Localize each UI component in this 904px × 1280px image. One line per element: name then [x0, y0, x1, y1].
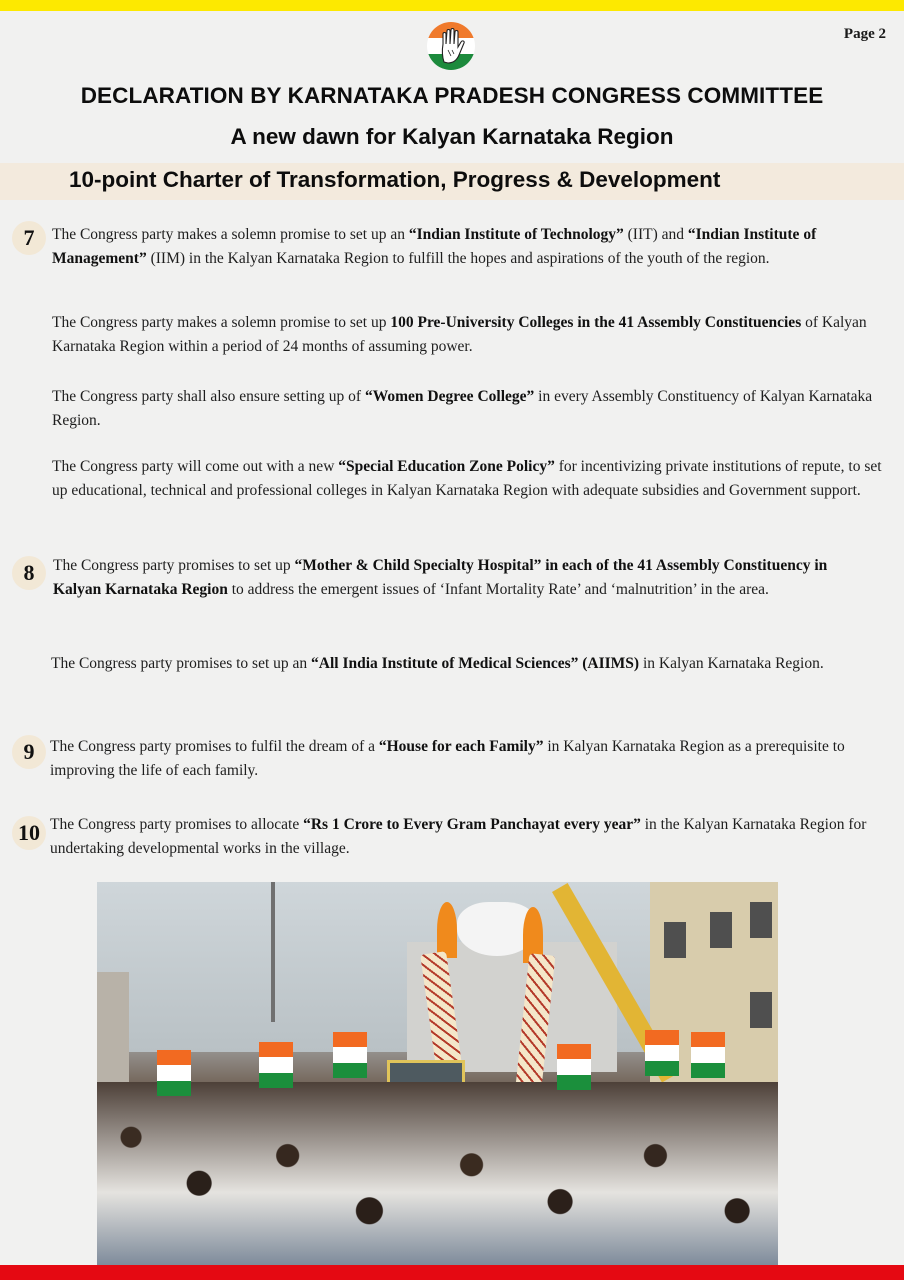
point-number-badge: 8: [12, 556, 46, 590]
text-run: to address the emergent issues of ‘Infant Mortality Rate’ and ‘malnutrition’ in the area.: [227, 581, 769, 598]
charter-title: 10-point Charter of Transformation, Progress & Development: [69, 167, 721, 192]
point-number-badge: 7: [12, 221, 46, 255]
bold-phrase: “House for each Family”: [378, 738, 544, 755]
point-10-paragraph-1: [50, 813, 895, 861]
text-run: in Kalyan Karnataka Region.: [639, 655, 824, 672]
bold-phrase: “Special Education Zone Policy”: [338, 458, 555, 475]
text-run: (IIT) and: [623, 226, 688, 243]
text-run: in every Assembly Constituency of Kalyan Karnataka Region.: [52, 388, 873, 429]
text-run: The Congress party promises to set up an: [51, 655, 312, 672]
text-run: The Congress party promises to allocate: [50, 816, 304, 833]
bold-phrase: 100 Pre-University Colleges in the 41 Assembly Constituencies: [390, 314, 802, 331]
top-border: [0, 0, 904, 11]
text-run: The Congress party will come out with a new: [52, 458, 339, 475]
rally-crowd-photo: [97, 882, 778, 1266]
bottom-border: [0, 1265, 904, 1280]
point-8-paragraph-1: [53, 554, 853, 602]
point-7-paragraph-1: [52, 223, 892, 271]
point-7-paragraph-2: [52, 311, 882, 359]
text-run: The Congress party promises to set up: [53, 557, 295, 574]
text-run: for incentivizing private institutions of repute, to set up educational, technical and professional colleges in Kalyan Karnataka Region with adequate subsidies and Government support.: [52, 458, 882, 499]
point-number-badge: 9: [12, 735, 46, 769]
bold-phrase: “All India Institute of Medical Sciences” (AIIMS): [311, 655, 640, 672]
point-7-paragraph-4: [52, 455, 897, 503]
text-run: The Congress party makes a solemn promise to set up an: [52, 226, 409, 243]
text-run: (IIM) in the Kalyan Karnataka Region to fulfill the hopes and aspirations of the youth of the region.: [146, 250, 770, 267]
bold-phrase: “Mother & Child Specialty Hospital” in each of the 41 Assembly Constituency in Kalyan Karnataka Region: [53, 557, 828, 598]
point-8-paragraph-2: [51, 652, 896, 676]
bold-phrase: “Indian Institute of Management”: [52, 226, 817, 267]
text-run: The Congress party promises to fulfil the dream of a: [50, 738, 379, 755]
text-run: in the Kalyan Karnataka Region for undertaking developmental works in the village.: [50, 816, 867, 857]
bold-phrase: “Indian Institute of Technology”: [408, 226, 624, 243]
congress-hand-logo-icon: [427, 22, 475, 70]
page-number: Page 2: [843, 26, 886, 42]
text-run: in Kalyan Karnataka Region as a prerequisite to improving the life of each family.: [50, 738, 845, 779]
point-9-paragraph-1: [50, 735, 870, 783]
text-run: The Congress party shall also ensure setting up of: [52, 388, 365, 405]
document-subtitle: A new dawn for Kalyan Karnataka Region: [230, 124, 674, 149]
point-7-paragraph-3: [52, 385, 882, 433]
text-run: of Kalyan Karnataka Region within a period of 24 months of assuming power.: [52, 314, 867, 355]
bold-phrase: “Women Degree College”: [364, 388, 535, 405]
point-number-badge: 10: [12, 816, 46, 850]
document-title: DECLARATION BY KARNATAKA PRADESH CONGRESS COMMITTEE: [80, 83, 824, 108]
bold-phrase: “Rs 1 Crore to Every Gram Panchayat every year”: [303, 816, 641, 833]
text-run: The Congress party makes a solemn promise to set up: [52, 314, 391, 331]
